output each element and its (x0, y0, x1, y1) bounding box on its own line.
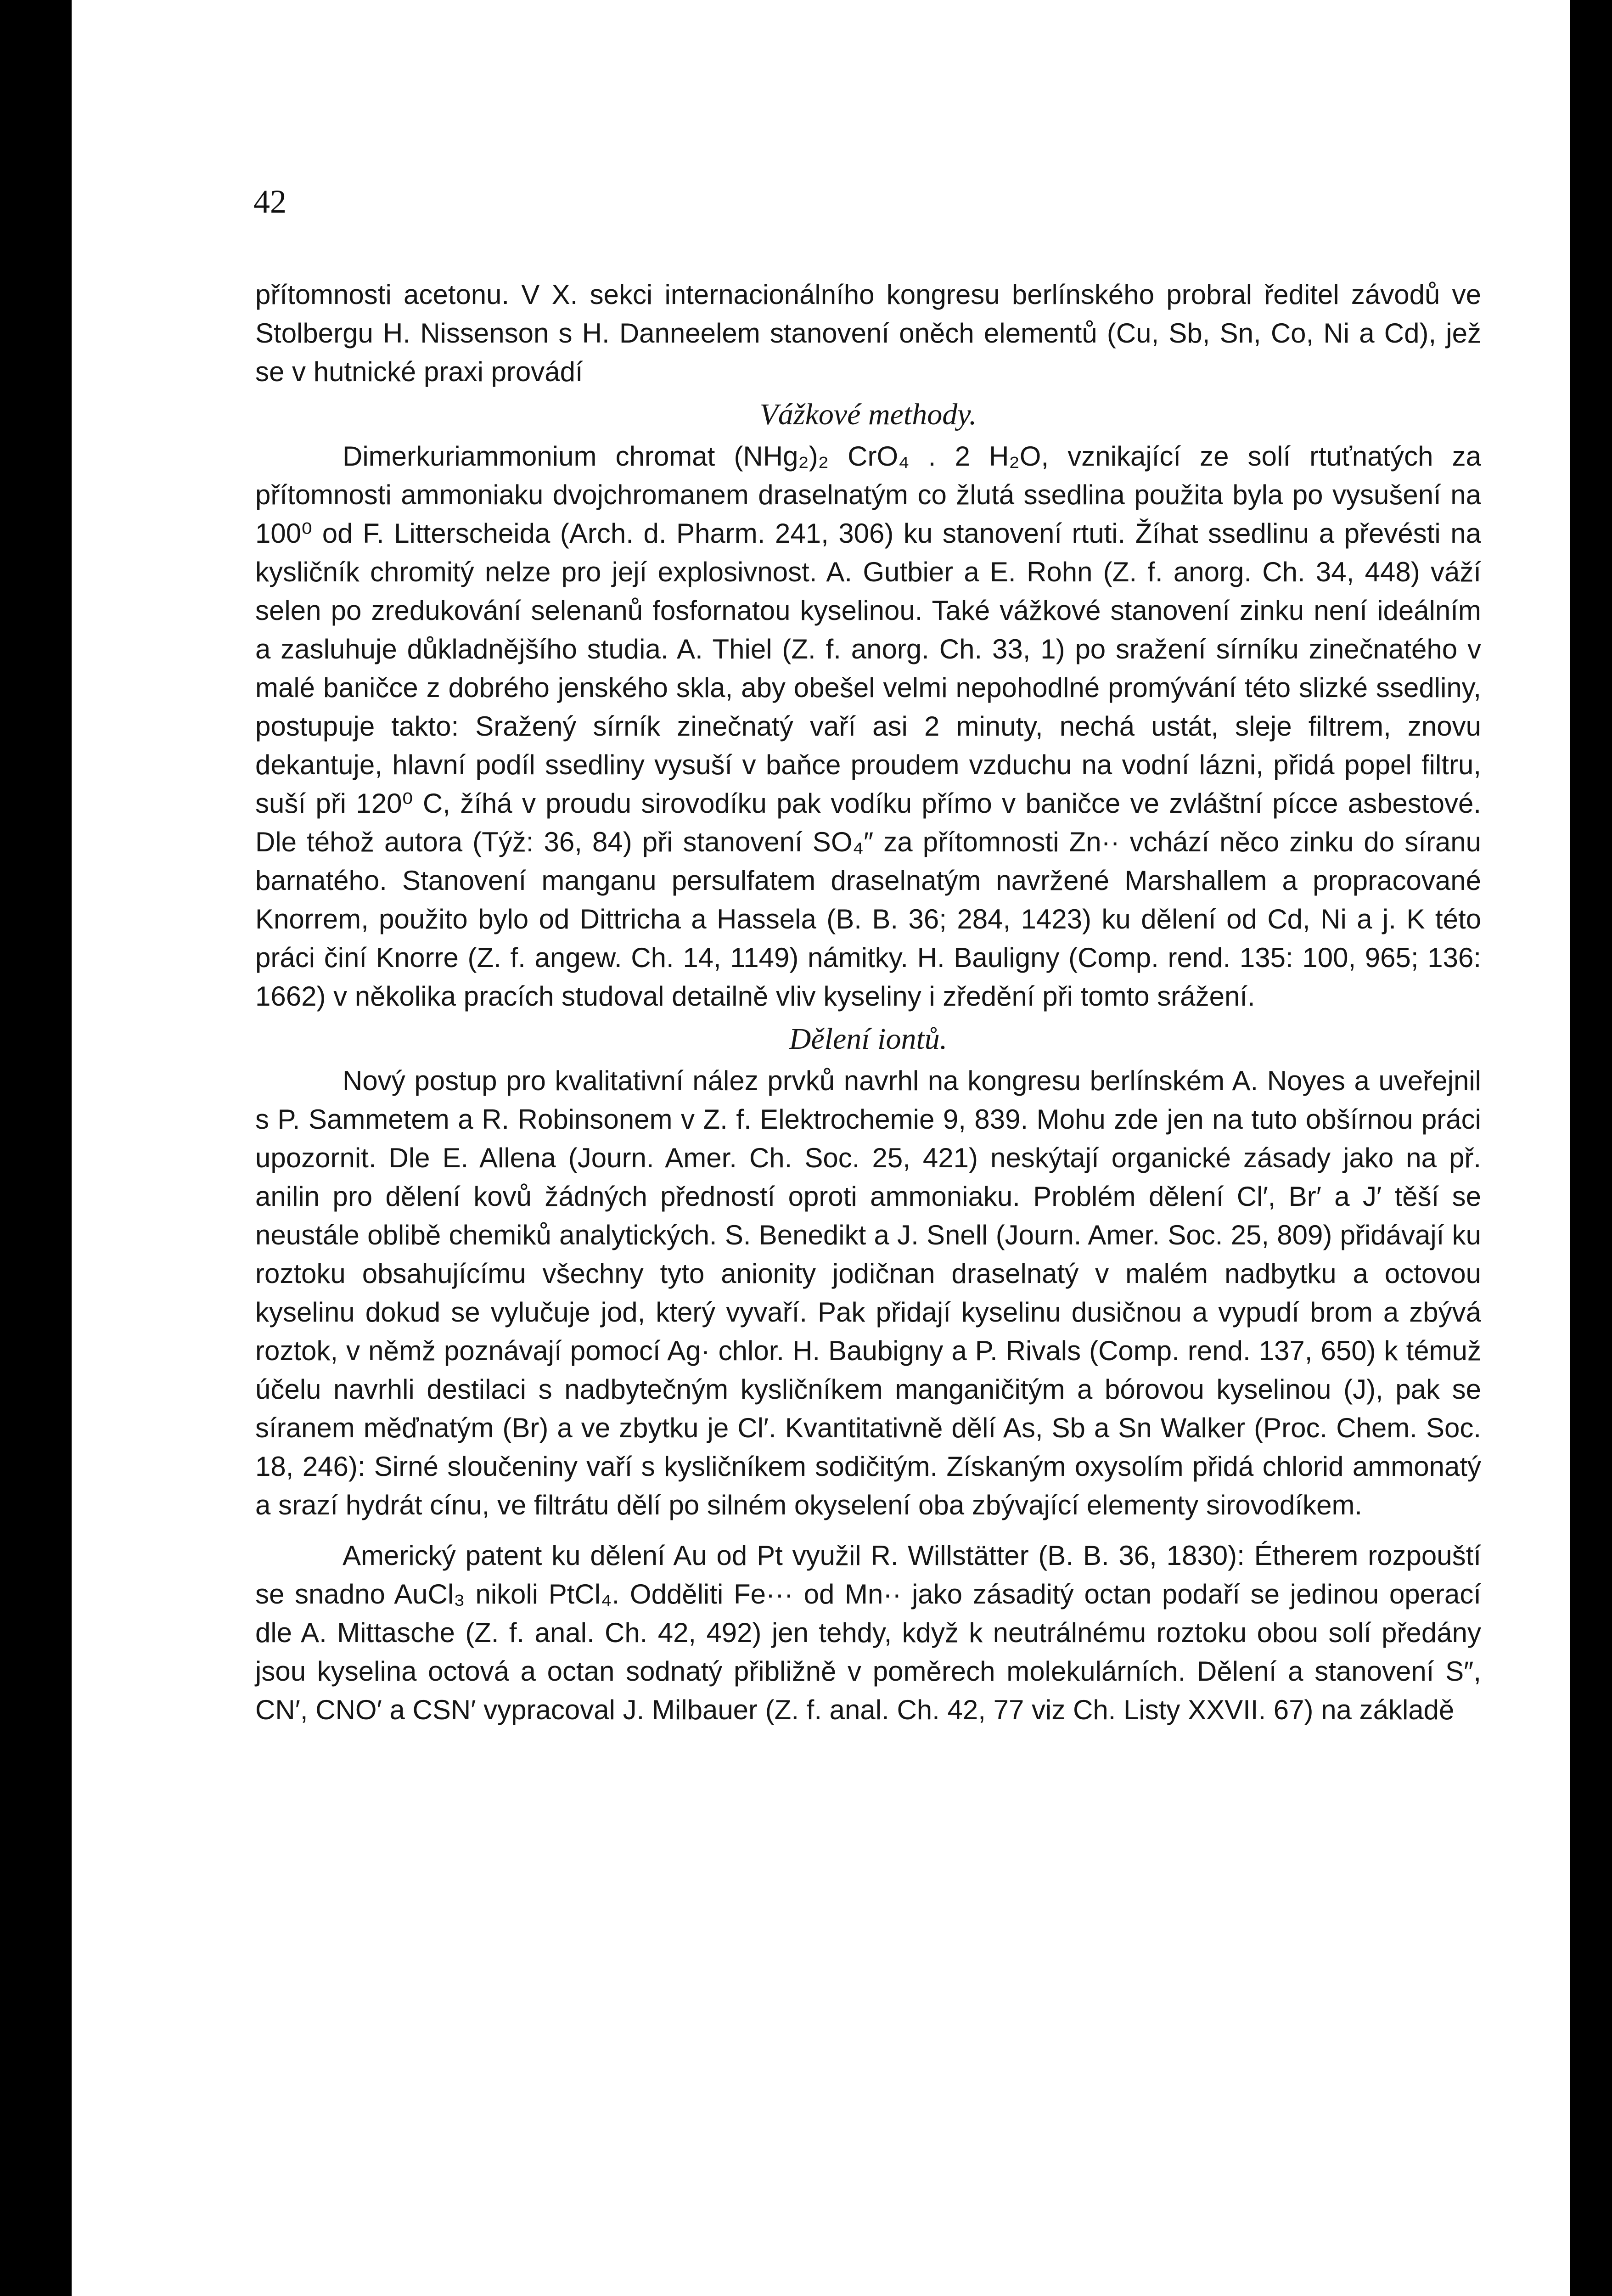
deleni-iontu-paragraph-1: Nový postup pro kvalitativní nález prvků navrhl na kongresu berlínském A. Noyes a uveřejnil s P. Sammetem a R. Robinsonem v Z. f. Elektrochemie 9, 839. Mohu zde jen na tuto obšírnou práci upozornit. Dle E. Allena (Journ. Amer. Ch. Soc. 25, 421) neskýtají organické zásady jako na př. anilin pro dělení kovů žádných předností oproti ammoniaku. Problém dělení Cl′, Br′ a J′ těší se neustále oblibě chemiků analytických. S. Benedikt a J. Snell (Journ. Amer. Soc. 25, 809) přidávají ku roztoku obsahujícímu všechny tyto anionity jodičnan draselnatý v malém nadbytku a octovou kyselinu dokud se vylučuje jod, který vyvaří. Pak přidají kyselinu dusičnou a vypudí brom a zbývá roztok, v němž poznávají pomocí Ag· chlor. H. Baubigny a P. Rivals (Comp. rend. 137, 650) k témuž účelu navrhli destilaci s nadbytečným kysličníkem manganičitým a bórovou kyselinou (J), pak se síranem měďnatým (Br) a ve zbytku je Cl′. Kvantitativně dělí As, Sb a Sn Walker (Proc. Chem. Soc. 18, 246): Sirné sloučeniny vaří s kysličníkem sodičitým. Získaným oxysolím přidá chlorid ammonatý a srazí hydrát cínu, ve filtrátu dělí po silném okyselení oba zbývající elementy sirovodíkem. (255, 1065, 1481, 1520)
deleni-iontu-paragraph-2: Americký patent ku dělení Au od Pt využil R. Willstätter (B. B. 36, 1830): Étherem rozpouští se snadno AuCl₃ nikoli PtCl₄. Odděliti Fe··· od Mn·· jako zásaditý octan podaří se jedinou operací dle A. Mittasche (Z. f. anal. Ch. 42, 492) jen tehdy, když k neutrálnému roztoku obou solí předány jsou kyselina octová a octan sodnatý přibližně v poměrech molekulárních. Dělení a stanovení S″, CN′, CNO′ a CSN′ vypracoval J. Milbauer (Z. f. anal. Ch. 42, 77 viz Ch. Listy XXVII. 67) na základě (255, 1540, 1481, 1725)
section-heading-deleni-iontu: Dělení iontů. (789, 1022, 948, 1056)
vazkove-methody-paragraph: Dimerkuriammonium chromat (NHg₂)₂ CrO₄ . 2 H₂O, vznikající ze solí rtuťnatých za přítomnosti ammoniaku dvojchromanem draselnatým co žlutá ssedlina použita byla po vysušení na 100⁰ od F. Litterscheida (Arch. d. Pharm. 241, 306) ku stanovení rtuti. Žíhat ssedlinu a převésti na kysličník chromitý nelze pro její explosivnost. A. Gutbier a E. Rohn (Z. f. anorg. Ch. 34, 448) váží selen po zredukování selenanů fosfornatou kyselinou. Také vážkové stanovení zinku není ideálním a zasluhuje důkladnějšího studia. A. Thiel (Z. f. anorg. Ch. 33, 1) po sražení sírníku zinečnatého v malé baničce z dobrého jenského skla, aby obešel velmi nepohodlné promývání této slizké ssedliny, postupuje takto: Sražený sírník zinečnatý vaří asi 2 minuty, nechá ustát, sleje filtrem, znovu dekantuje, hlavní podíl ssedliny vysuší v baňce proudem vzduchu na vodní lázni, přidá popel filtru, suší při 120⁰ C, žíhá v proudu sirovodíku pak vodíku přímo v baničce ve zvláštní pícce asbestové. Dle téhož autora (Týž: 36, 84) při stanovení SO₄″ za přítomnosti Zn·· vchází něco zinku do síranu barnatého. Stanovení manganu persulfatem draselnatým navržené Marshallem a propracované Knorrem, použito bylo od Dittricha a Hassela (B. B. 36; 284, 1423) ku dělení od Cd, Ni a j. K této práci činí Knorre (Z. f. angew. Ch. 14, 1149) námitky. H. Bauligny (Comp. rend. 135: 100, 965; 136: 1662) v několika pracích studoval detailně vliv kyseliny i zředění při tomto srážení. (255, 441, 1481, 1012)
body-text (255, 276, 1481, 1729)
intro-paragraph: přítomnosti acetonu. V X. sekci internacionálního kongresu berlínského probral ředitel závodů ve Stolbergu H. Nissenson s H. Danneelem stanovení oněch elementů (Cu, Sb, Sn, Co, Ni a Cd), jež se v hutnické praxi provádí (255, 279, 1481, 387)
page-number: 42 (253, 183, 286, 220)
scanned-page (72, 0, 1570, 2296)
section-heading-vazkove-methody: Vážkové methody. (759, 398, 977, 431)
